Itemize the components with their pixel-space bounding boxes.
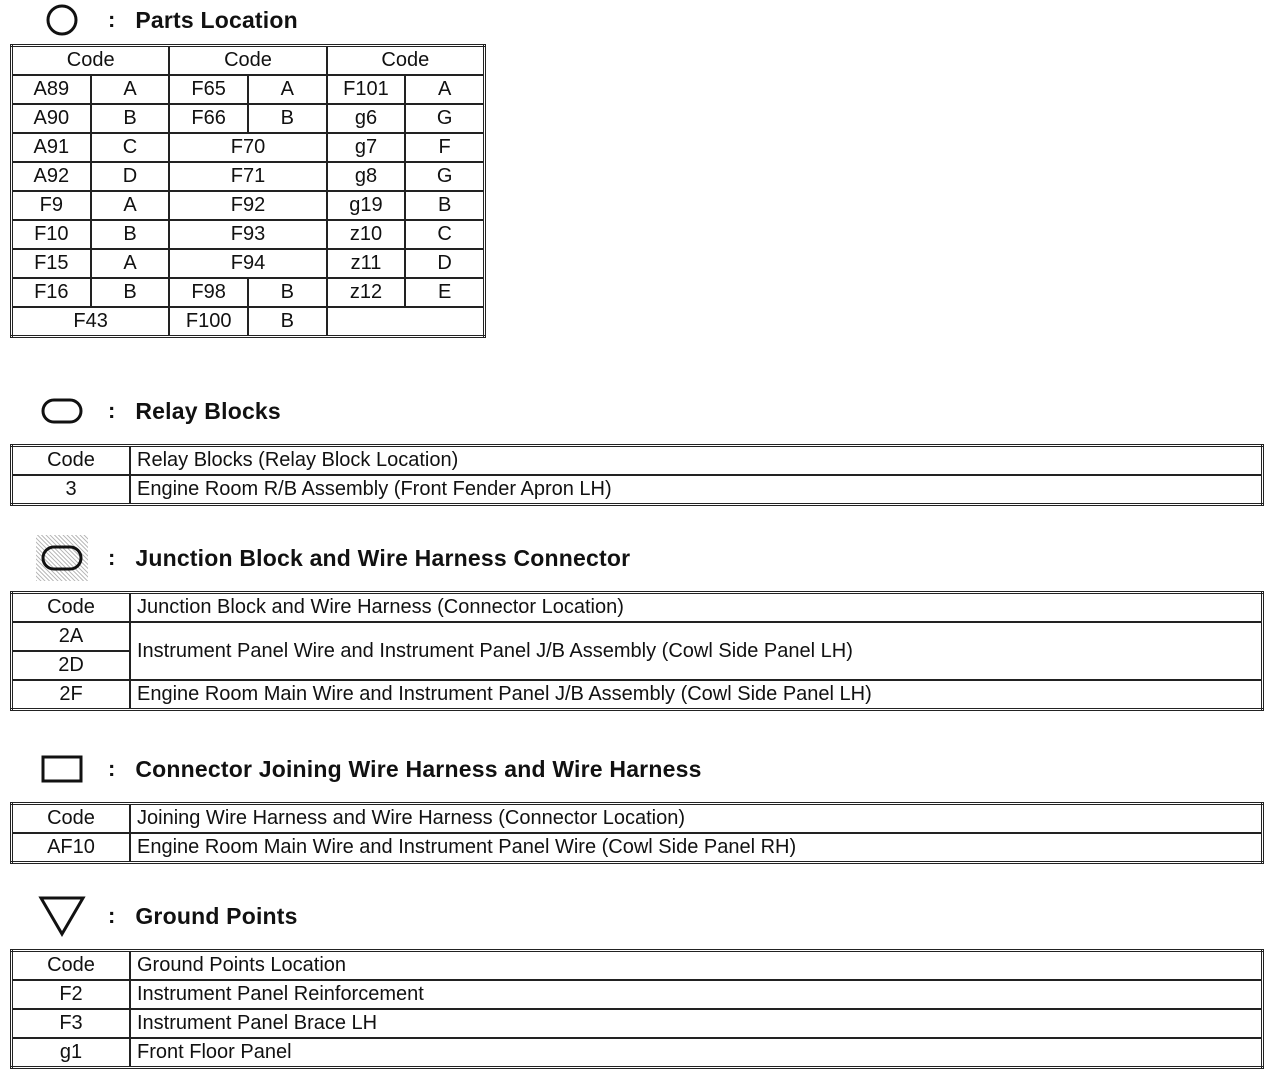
- table-cell: F92: [169, 191, 326, 220]
- table-cell: z10: [327, 220, 406, 249]
- relay-blocks-heading: [30, 391, 281, 431]
- table-cell: C: [405, 220, 484, 249]
- table-cell: g1: [12, 1038, 131, 1068]
- triangle-symbol-icon: [30, 896, 94, 936]
- table-cell: 3: [12, 475, 131, 505]
- table-cell: D: [405, 249, 484, 278]
- table-row: [12, 249, 485, 278]
- table-cell: A91: [12, 133, 91, 162]
- table-cell: Engine Room R/B Assembly (Front Fender Apron LH): [130, 475, 1263, 505]
- table-cell: A: [91, 75, 170, 104]
- table-cell: Instrument Panel Wire and Instrument Panel J/B Assembly (Cowl Side Panel LH): [130, 622, 1263, 680]
- colon: :: [108, 756, 116, 781]
- section-title: Relay Blocks: [135, 397, 281, 424]
- table-cell: F2: [12, 980, 131, 1009]
- junction-block-table: [10, 591, 1264, 711]
- table-cell: B: [91, 104, 170, 133]
- junction-block-heading: [30, 538, 630, 578]
- table-cell: g8: [327, 162, 406, 191]
- column-header: Joining Wire Harness and Wire Harness (Connector Location): [130, 804, 1263, 834]
- table-header-row: [12, 46, 485, 76]
- table-cell: 2D: [12, 651, 131, 680]
- colon: :: [108, 903, 116, 928]
- table-row: [12, 307, 485, 337]
- table-cell: F93: [169, 220, 326, 249]
- table-cell: B: [405, 191, 484, 220]
- table-cell: B: [248, 104, 327, 133]
- table-cell: F66: [169, 104, 248, 133]
- rounded-rect-symbol-icon: [30, 391, 94, 431]
- table-cell: Front Floor Panel: [130, 1038, 1263, 1068]
- table-cell: 2A: [12, 622, 131, 651]
- table-row: [12, 162, 485, 191]
- column-header: Code: [327, 46, 485, 76]
- table-cell: B: [91, 278, 170, 307]
- section-title: Parts Location: [135, 6, 298, 33]
- table-header-row: [12, 951, 1263, 981]
- table-row: [12, 75, 485, 104]
- table-row: [12, 278, 485, 307]
- table-cell: A89: [12, 75, 91, 104]
- table-cell: A: [91, 191, 170, 220]
- table-cell: F10: [12, 220, 91, 249]
- empty-cell: [327, 307, 485, 337]
- table-cell: B: [248, 307, 327, 337]
- table-cell: g19: [327, 191, 406, 220]
- column-header: Code: [12, 446, 131, 476]
- table-header-row: [12, 804, 1263, 834]
- table-cell: F94: [169, 249, 326, 278]
- column-header: Code: [12, 804, 131, 834]
- hatched-rounded-rect-symbol-icon: [30, 538, 94, 578]
- table-cell: AF10: [12, 833, 131, 863]
- table-cell: g6: [327, 104, 406, 133]
- table-cell: g7: [327, 133, 406, 162]
- column-header: Ground Points Location: [130, 951, 1263, 981]
- table-cell: G: [405, 104, 484, 133]
- table-cell: B: [91, 220, 170, 249]
- table-row: [12, 622, 1263, 651]
- table-cell: F65: [169, 75, 248, 104]
- table-row: [12, 980, 1263, 1009]
- table-cell: D: [91, 162, 170, 191]
- table-cell: A90: [12, 104, 91, 133]
- table-header-row: [12, 593, 1263, 623]
- table-cell: F98: [169, 278, 248, 307]
- table-cell: A92: [12, 162, 91, 191]
- table-cell: z11: [327, 249, 406, 278]
- table-cell: F100: [169, 307, 248, 337]
- table-row: [12, 220, 485, 249]
- table-cell: C: [91, 133, 170, 162]
- table-cell: F101: [327, 75, 406, 104]
- ground-points-heading: [30, 896, 298, 936]
- table-cell: A: [405, 75, 484, 104]
- table-cell: Instrument Panel Reinforcement: [130, 980, 1263, 1009]
- table-cell: 2F: [12, 680, 131, 710]
- rectangle-symbol-icon: [30, 749, 94, 789]
- section-title: Ground Points: [135, 902, 298, 929]
- column-header: Code: [12, 46, 170, 76]
- table-cell: Engine Room Main Wire and Instrument Panel J/B Assembly (Cowl Side Panel LH): [130, 680, 1263, 710]
- connector-joining-heading: [30, 749, 702, 789]
- table-cell: z12: [327, 278, 406, 307]
- table-row: [12, 833, 1263, 863]
- table-cell: Instrument Panel Brace LH: [130, 1009, 1263, 1038]
- relay-blocks-table: [10, 444, 1264, 506]
- table-row: [12, 475, 1263, 505]
- table-cell: A: [248, 75, 327, 104]
- colon: :: [108, 398, 116, 423]
- column-header: Code: [169, 46, 326, 76]
- circle-symbol-icon: [30, 0, 94, 40]
- table-cell: F: [405, 133, 484, 162]
- section-title: Connector Joining Wire Harness and Wire Harness: [135, 755, 702, 782]
- table-cell: Engine Room Main Wire and Instrument Panel Wire (Cowl Side Panel RH): [130, 833, 1263, 863]
- table-cell: F3: [12, 1009, 131, 1038]
- table-row: [12, 1038, 1263, 1068]
- parts-location-table: [10, 44, 486, 338]
- table-cell: F16: [12, 278, 91, 307]
- table-cell: F9: [12, 191, 91, 220]
- table-header-row: [12, 446, 1263, 476]
- colon: :: [108, 7, 116, 32]
- table-cell: G: [405, 162, 484, 191]
- ground-points-table: [10, 949, 1264, 1069]
- table-cell: F70: [169, 133, 326, 162]
- table-row: [12, 104, 485, 133]
- table-cell: A: [91, 249, 170, 278]
- colon: :: [108, 545, 116, 570]
- column-header: Code: [12, 593, 131, 623]
- table-row: [12, 1009, 1263, 1038]
- table-cell: F43: [12, 307, 170, 337]
- column-header: Relay Blocks (Relay Block Location): [130, 446, 1263, 476]
- parts-location-heading: [30, 0, 298, 40]
- section-title: Junction Block and Wire Harness Connector: [135, 544, 631, 571]
- connector-joining-table: [10, 802, 1264, 864]
- table-cell: E: [405, 278, 484, 307]
- column-header: Junction Block and Wire Harness (Connector Location): [130, 593, 1263, 623]
- table-cell: B: [248, 278, 327, 307]
- table-cell: F71: [169, 162, 326, 191]
- table-cell: F15: [12, 249, 91, 278]
- table-row: [12, 191, 485, 220]
- column-header: Code: [12, 951, 131, 981]
- table-row: [12, 680, 1263, 710]
- table-row: [12, 133, 485, 162]
